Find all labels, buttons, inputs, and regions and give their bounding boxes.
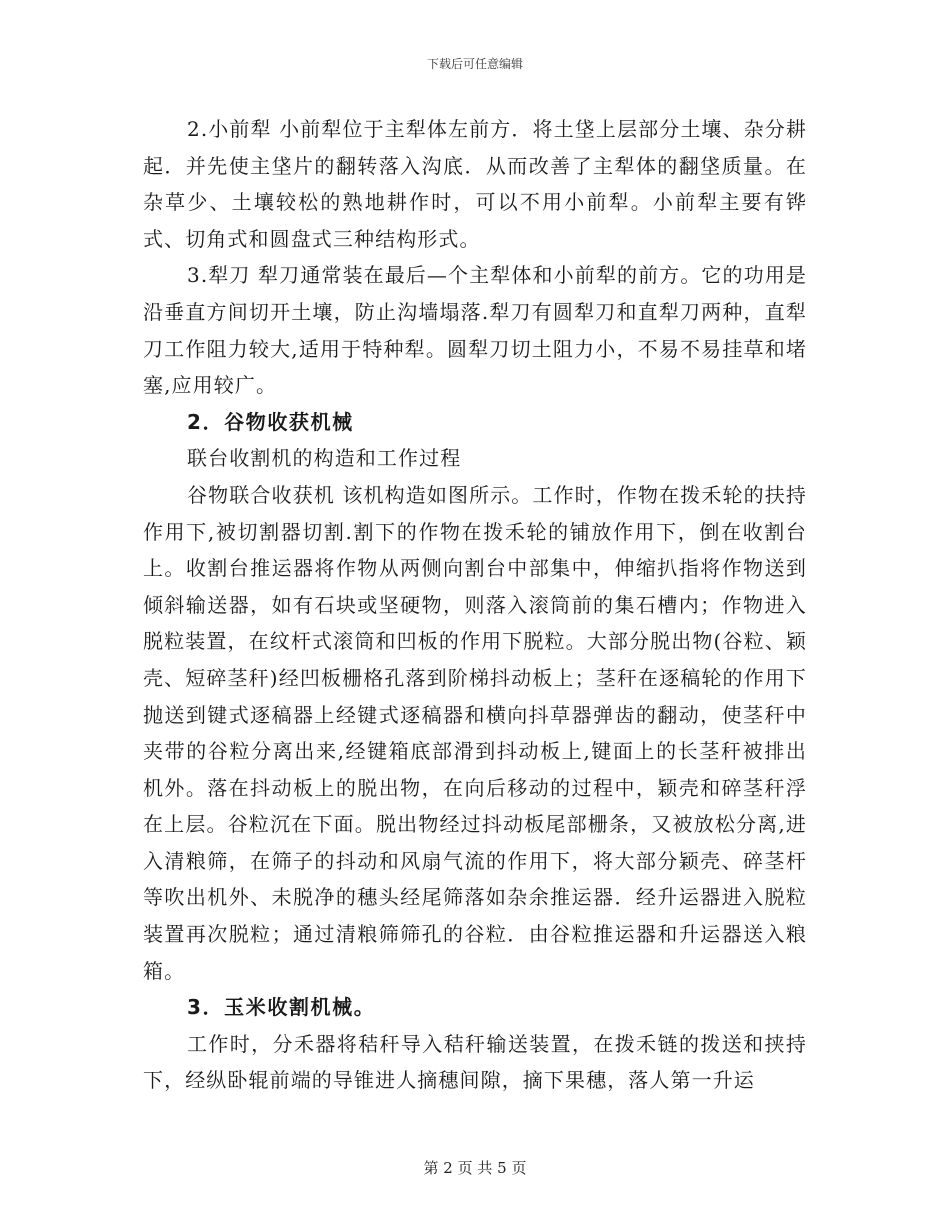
page-number: 第 2 页 共 5 页	[423, 1159, 527, 1177]
heading-corn-harvest: 3．玉米收割机械。	[187, 995, 376, 1020]
paragraph-corn-harvester: 工作时，分禾器将秸秆导入秸秆输送装置，在拨禾链的拨送和挟持下，经纵卧辊前端的导锥进人摘穗间隙，摘下果穗，落人第一升运	[143, 1031, 807, 1093]
paragraph-coulter: 3.犁刀 犁刀通常装在最后—个主犁体和小前犁的前方。它的功用是沿垂直方间切开土壤，防止沟墙塌落.犁刀有圆犁刀和直犁刀两种，直犁刀工作阻力较大,适用于特种犁。圆犁刀切土阻力小，不易不易挂草和堵塞,应用较广。	[143, 263, 807, 398]
subheading-combine-harvester: 联台收割机的构造和工作过程	[187, 446, 462, 471]
document-body	[143, 111, 807, 1099]
page-header: 下载后可任意编辑	[426, 57, 523, 71]
paragraph-small-plough: 2.小前犁 小前犁位于主犁体左前方．将土垡上层部分土壤、杂分耕起．并先使主垡片的翻转落入沟底．从而改善了主犁体的翻垡质量。在杂草少、土壤较松的熟地耕作时，可以不用小前犁。小前犁主要有铧式、切角式和圆盘式三种结构形式。	[143, 117, 807, 251]
paragraph-combine-harvester: 谷物联合收获机 该机构造如图所示。工作时，作物在拨禾轮的扶持作用下,被切割器切割.割下的作物在拨禾轮的铺放作用下，倒在收割台上。收割台推运器将作物从两侧向割台中部集中，伸缩扒指将作物送到倾斜输送器，如有石块或坚硬物，则落入滚筒前的集石槽内；作物进入脱粒装置，在纹杆式滚筒和凹板的作用下脱粒。大部分脱出物(谷粒、颖壳、短碎茎秆)经凹板栅格孔落到阶梯抖动板上；茎秆在逐稿轮的作用下抛送到键式逐稿器上经键式逐稿器和横向抖草器弹齿的翻动，使茎秆中夹带的谷粒分离出来,经键箱底部滑到抖动板上,键面上的长茎秆被排出机外。落在抖动板上的脱出物，在向后移动的过程中，颖壳和碎茎秆浮在上层。谷粒沉在下面。脱出物经过抖动板尾部栅条，又被放松分离,进入清粮筛，在筛子的抖动和风扇气流的作用下，将大部分颖壳、碎茎杆等吹出机外、未脱净的穗头经尾筛落如杂余推运器．经升运器进入脱粒装置再次脱粒；通过清粮筛筛孔的谷粒．由谷粒推运器和升运器送入粮箱。	[143, 482, 807, 983]
heading-grain-harvest: 2．谷物收获机械	[187, 409, 354, 434]
